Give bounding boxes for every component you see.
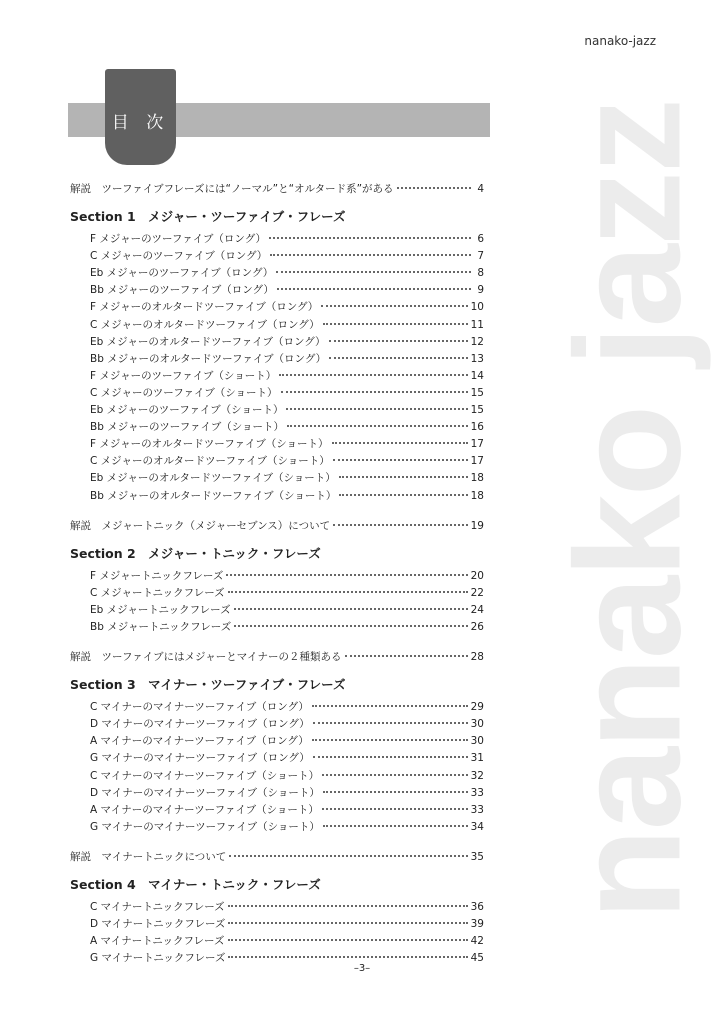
dot-leader <box>234 625 467 627</box>
dot-leader <box>323 323 468 325</box>
toc-item[interactable] <box>70 419 484 436</box>
dot-leader <box>226 574 467 576</box>
toc-page-number: 9 <box>477 284 484 297</box>
toc-commentary[interactable] <box>70 518 484 535</box>
watermark: nanako jazz <box>543 100 712 920</box>
toc-page-number: 19 <box>470 519 484 532</box>
dot-leader <box>234 608 468 610</box>
toc-page-number: 39 <box>470 918 484 931</box>
toc-item[interactable] <box>70 716 484 733</box>
toc-item[interactable] <box>70 436 484 453</box>
page-title: 目 次 <box>111 113 170 133</box>
toc-item[interactable] <box>70 248 484 265</box>
toc-label: Section 2 メジャー・トニック・フレーズ <box>70 545 321 561</box>
toc-label: F メジャーのツーファイブ（ロング） <box>90 233 267 246</box>
toc-label: Eb メジャーのツーファイブ（ロング） <box>90 267 274 280</box>
dot-leader <box>270 254 471 256</box>
toc-page-number: 8 <box>477 267 484 280</box>
toc-label: A マイナーのマイナーツーファイブ（ロング） <box>90 735 309 748</box>
toc-label: Bb メジャーのツーファイブ（ロング） <box>90 284 274 297</box>
dot-leader <box>332 442 468 444</box>
toc-page-number: 42 <box>470 935 484 948</box>
toc-page-number: 35 <box>470 850 484 863</box>
toc-item[interactable] <box>70 317 484 334</box>
toc-item[interactable] <box>70 402 484 419</box>
toc-item[interactable] <box>70 933 484 950</box>
toc-page-number: 17 <box>470 438 484 451</box>
toc-section <box>70 207 484 227</box>
toc-item[interactable] <box>70 768 484 785</box>
toc-page-number: 6 <box>477 233 484 246</box>
dot-leader <box>279 374 467 376</box>
dot-leader <box>329 340 468 342</box>
toc-page-number: 32 <box>470 769 484 782</box>
dot-leader <box>333 459 468 461</box>
toc-label: G マイナーのマイナーツーファイブ（ショート） <box>90 820 320 833</box>
toc-page-number: 22 <box>470 586 484 599</box>
toc-label: Section 4 マイナー・トニック・フレーズ <box>70 877 321 892</box>
toc-page-number: 30 <box>470 718 484 731</box>
page-number: –3– <box>353 963 371 974</box>
toc-label: D マイナーのマイナーツーファイブ（ショート） <box>90 786 320 799</box>
dot-leader <box>397 187 471 189</box>
dot-leader <box>312 739 468 741</box>
toc-label: F メジャーのオルタードツーファイブ（ロング） <box>90 301 319 314</box>
toc-label: C メジャーのオルタードツーファイブ（ショート） <box>90 455 330 468</box>
dot-leader <box>277 288 471 290</box>
toc-item[interactable] <box>70 619 484 636</box>
toc-label: Section 1 メジャー・ツーファイブ・フレーズ <box>70 209 346 225</box>
dot-leader <box>276 271 471 273</box>
dot-leader <box>229 855 467 857</box>
toc-item[interactable] <box>70 585 484 602</box>
toc-label: 解説 マイナートニックについて <box>70 850 227 863</box>
toc-label: A マイナーのマイナーツーファイブ（ショート） <box>90 803 319 816</box>
toc-page-number: 18 <box>470 472 484 485</box>
toc-item[interactable] <box>70 785 484 802</box>
dot-leader <box>269 237 471 239</box>
toc-label: Eb メジャーのオルタードツーファイブ（ロング） <box>90 335 326 348</box>
toc-item[interactable] <box>70 470 484 487</box>
toc-page-number: 15 <box>470 386 484 399</box>
toc-item[interactable] <box>70 351 484 368</box>
toc-item[interactable] <box>70 368 484 385</box>
toc-section <box>70 675 484 695</box>
toc-label: C メジャートニックフレーズ <box>90 586 225 599</box>
toc-label: Eb メジャーのオルタードツーファイブ（ショート） <box>90 472 336 485</box>
dot-leader <box>329 357 467 359</box>
dot-leader <box>228 922 467 924</box>
toc-page-number: 33 <box>470 803 484 816</box>
toc-label: Bb メジャートニックフレーズ <box>90 620 232 633</box>
dot-leader <box>287 425 468 427</box>
toc-item[interactable] <box>70 299 484 316</box>
toc-item[interactable] <box>70 733 484 750</box>
dot-leader <box>228 939 468 941</box>
toc-label: C メジャーのオルタードツーファイブ（ロング） <box>90 318 320 331</box>
table-of-contents <box>70 181 484 967</box>
toc-page-number: 17 <box>470 455 484 468</box>
toc-item[interactable] <box>70 899 484 916</box>
toc-page-number: 28 <box>470 651 484 664</box>
toc-label: Eb メジャーのツーファイブ（ショート） <box>90 404 284 417</box>
toc-page-number: 26 <box>470 620 484 633</box>
toc-label: C メジャーのツーファイブ（ロング） <box>90 250 268 263</box>
toc-item[interactable] <box>70 488 484 505</box>
toc-page-number: 34 <box>470 820 484 833</box>
dot-leader <box>322 808 468 810</box>
toc-label: 解説 ツーファイブにはメジャーとマイナーの２種類ある <box>70 651 342 664</box>
toc-commentary[interactable] <box>70 849 484 866</box>
dot-leader <box>228 956 467 958</box>
dot-leader <box>228 905 468 907</box>
toc-page-number: 18 <box>470 489 484 502</box>
toc-page-number: 33 <box>470 786 484 799</box>
toc-label: G マイナーのマイナーツーファイブ（ロング） <box>90 752 310 765</box>
toc-page-number: 13 <box>470 352 484 365</box>
dot-leader <box>286 408 467 410</box>
toc-label: G マイナートニックフレーズ <box>90 952 226 965</box>
dot-leader <box>313 756 468 758</box>
toc-label: F メジャーのオルタードツーファイブ（ショート） <box>90 438 329 451</box>
dot-leader <box>313 722 468 724</box>
toc-label: C マイナーのマイナーツーファイブ（ロング） <box>90 701 309 714</box>
dot-leader <box>339 494 467 496</box>
toc-label: Bb メジャーのオルタードツーファイブ（ショート） <box>90 489 337 502</box>
dot-leader <box>312 705 468 707</box>
toc-label: D マイナートニックフレーズ <box>90 918 226 931</box>
toc-page-number: 14 <box>470 369 484 382</box>
toc-label: 解説 メジャートニック（メジャーセブンス）について <box>70 519 331 532</box>
toc-label: F メジャーのツーファイブ（ショート） <box>90 369 277 382</box>
toc-label: A マイナートニックフレーズ <box>90 935 225 948</box>
toc-section <box>70 875 484 895</box>
toc-commentary[interactable] <box>70 649 484 666</box>
toc-item[interactable] <box>70 385 484 402</box>
toc-item[interactable] <box>70 750 484 767</box>
dot-leader <box>323 825 468 827</box>
toc-page-number: 16 <box>470 421 484 434</box>
toc-item[interactable] <box>70 802 484 819</box>
dot-leader <box>321 305 467 307</box>
dot-leader <box>228 591 468 593</box>
toc-label: Eb メジャートニックフレーズ <box>90 603 231 616</box>
toc-page-number: 45 <box>470 952 484 965</box>
toc-label: F メジャートニックフレーズ <box>90 569 224 582</box>
toc-item[interactable] <box>70 453 484 470</box>
toc-label: C マイナーのマイナーツーファイブ（ショート） <box>90 769 320 782</box>
dot-leader <box>345 655 468 657</box>
toc-page-number: 36 <box>470 901 484 913</box>
toc-page-number: 12 <box>470 335 484 348</box>
brand-name: nanako-jazz <box>584 34 656 48</box>
toc-page-number: 7 <box>477 250 484 263</box>
dot-leader <box>322 774 468 776</box>
toc-page-number: 29 <box>470 701 484 714</box>
toc-item[interactable] <box>70 282 484 299</box>
toc-page-number: 10 <box>470 301 484 314</box>
dot-leader <box>339 476 468 478</box>
toc-item[interactable] <box>70 568 484 585</box>
toc-item[interactable] <box>70 265 484 282</box>
toc-label: Section 3 マイナー・ツーファイブ・フレーズ <box>70 677 346 693</box>
toc-item[interactable] <box>70 602 484 619</box>
toc-item[interactable] <box>70 334 484 351</box>
toc-item[interactable] <box>70 231 484 248</box>
toc-page-number: 11 <box>470 318 484 331</box>
dot-leader <box>323 791 468 793</box>
toc-item[interactable] <box>70 916 484 933</box>
toc-item[interactable] <box>70 699 484 716</box>
toc-page-number: 20 <box>470 569 484 582</box>
toc-label: Bb メジャーのツーファイブ（ショート） <box>90 421 285 434</box>
toc-section <box>70 544 484 564</box>
toc-label: C マイナートニックフレーズ <box>90 901 225 913</box>
toc-item[interactable] <box>70 819 484 836</box>
toc-commentary[interactable] <box>70 181 484 198</box>
toc-page-number: 30 <box>470 735 484 748</box>
toc-page-number: 4 <box>477 183 484 195</box>
toc-label: Bb メジャーのオルタードツーファイブ（ロング） <box>90 352 327 365</box>
toc-page-number: 31 <box>470 752 484 765</box>
toc-label: 解説 ツーファイブフレーズには“ノーマル”と“オルタード系”がある <box>70 183 394 195</box>
toc-page-number: 24 <box>470 603 484 616</box>
dot-leader <box>333 524 468 526</box>
toc-page-number: 15 <box>470 404 484 417</box>
toc-label: D マイナーのマイナーツーファイブ（ロング） <box>90 718 310 731</box>
toc-label: C メジャーのツーファイブ（ショート） <box>90 386 278 399</box>
dot-leader <box>281 391 468 393</box>
